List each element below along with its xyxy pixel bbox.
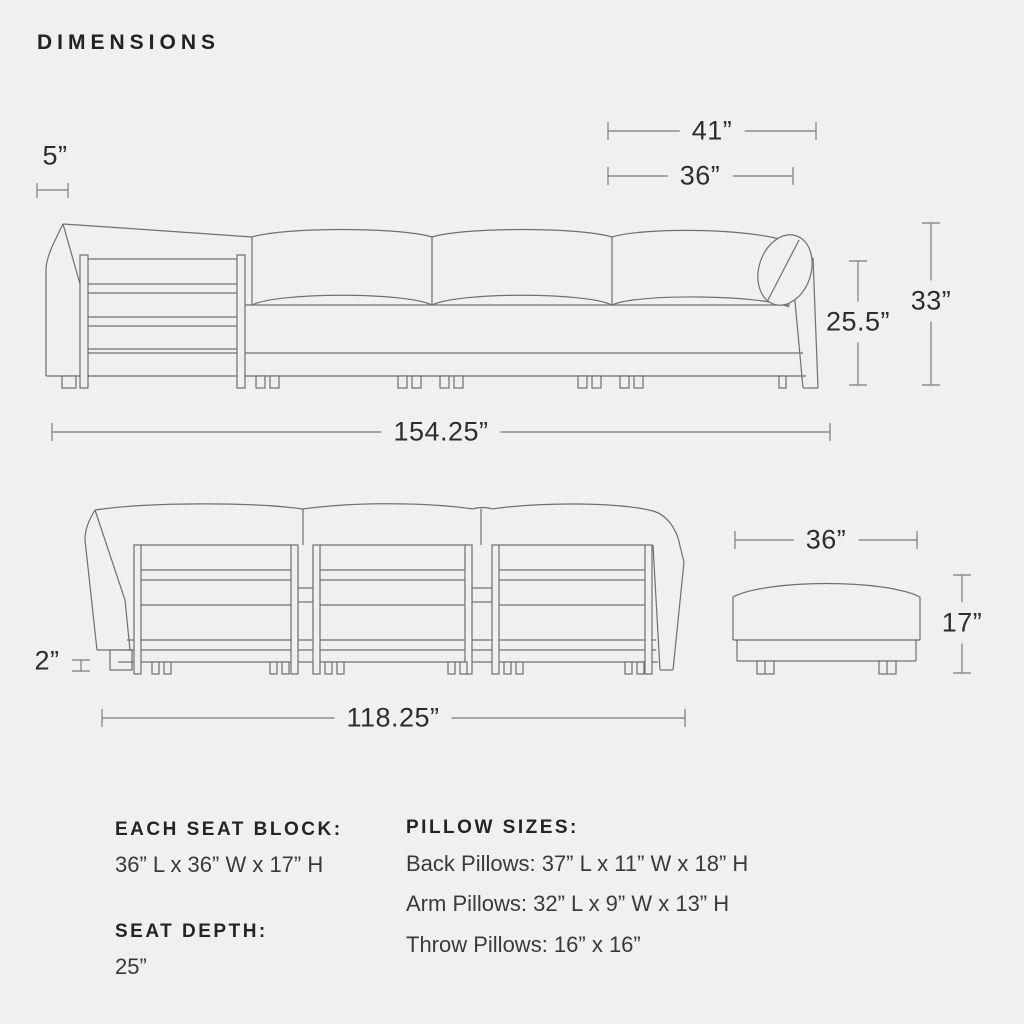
dim-seat-width-label: 36” xyxy=(668,161,733,192)
dim-ottoman-height-label: 17” xyxy=(938,603,987,644)
dim-total-width-label: 154.25” xyxy=(381,417,500,448)
dim-arm-width-label: 5” xyxy=(42,140,68,171)
back-pillows-value: Back Pillows: 37” L x 11” W x 18” H xyxy=(406,851,749,876)
bolster-pillow xyxy=(749,228,821,313)
dim-back-width-label: 118.25” xyxy=(334,703,451,734)
throw-pillows-value: Throw Pillows: 16” x 16” xyxy=(406,931,641,957)
seat-depth-label: SEAT DEPTH: xyxy=(115,921,268,943)
dim-arm-height-label: 25.5” xyxy=(822,302,894,343)
dim-leg-height-label: 2” xyxy=(34,645,60,676)
arm-pillows-value: Arm Pillows: 32” L x 9” W x 13” H xyxy=(406,891,730,917)
pillow-sizes-label: PILLOW SIZES: xyxy=(406,817,579,838)
ottoman-drawing xyxy=(733,584,920,675)
seat-specs-block xyxy=(115,820,343,981)
back-view-sofa-drawing xyxy=(85,504,684,674)
dimension-lines xyxy=(37,122,971,727)
seat-block-label: EACH SEAT BLOCK: xyxy=(115,819,343,840)
dim-seat-with-arm-label: 41” xyxy=(680,116,745,147)
pillow-specs-block xyxy=(406,818,748,958)
dim-ottoman-width-label: 36” xyxy=(794,525,859,556)
front-view-sofa-drawing xyxy=(46,224,821,388)
seat-depth-value: 25” xyxy=(115,954,147,980)
dim-back-height-label: 33” xyxy=(907,281,956,322)
seat-block-value: 36” L x 36” W x 17” H xyxy=(115,852,324,877)
page-title: DIMENSIONS xyxy=(37,31,221,54)
